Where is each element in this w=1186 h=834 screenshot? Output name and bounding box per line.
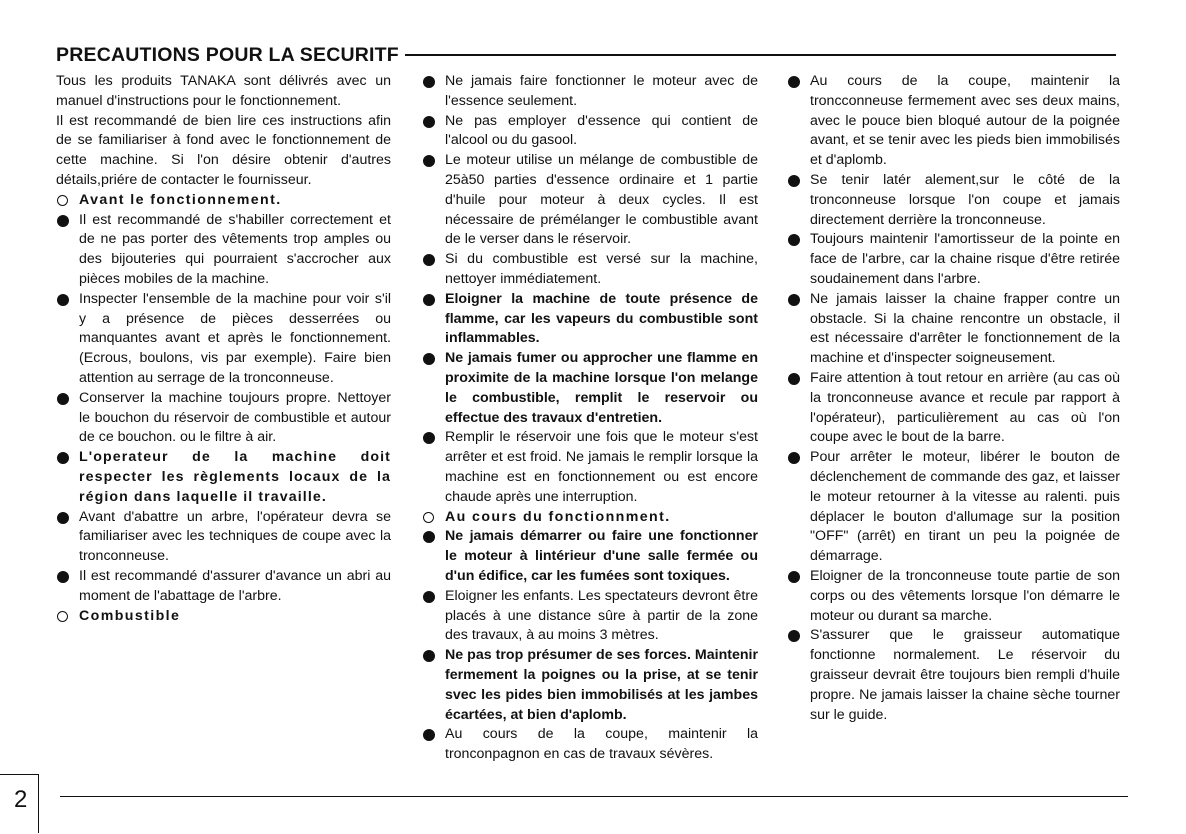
bullet-list bbox=[422, 72, 758, 508]
intro-paragraph-2: Il est recommandé de bien lire ces instructions afin de se familiariser à fond avec le fonctionnement de cette machine. Si l'on désire obtenir d'autres détails,priére de contacter le fournisseur. bbox=[56, 112, 391, 188]
list-item-text: Eloigner les enfants. Les spectateurs devront être placés à une distance sûre à partir de la zone des travaux, à au moins 3 mètres. bbox=[445, 587, 758, 644]
list-item bbox=[422, 112, 758, 152]
list-item bbox=[422, 725, 758, 765]
section-heading-combustible bbox=[56, 607, 391, 627]
list-item bbox=[422, 290, 758, 349]
bullet-icon bbox=[57, 393, 69, 405]
list-item bbox=[56, 211, 391, 290]
section-heading-text: Avant le fonctionnement. bbox=[79, 191, 282, 208]
bullet-icon bbox=[423, 729, 435, 741]
list-item-text: S'assurer que le graisseur automatique fonctionne normalement. Le réservoir du graisseur devrait être toujours bien rempli d'huile propre. Ne jamais laisser la chaine sèche tourner sur le guide. bbox=[810, 627, 1120, 723]
list-item bbox=[787, 230, 1120, 289]
list-item-text: Ne jamais démarrer ou faire une fonctionner le moteur à lintérieur d'une salle fermée ou d'un édifice, car les fumées sont toxiques. bbox=[445, 528, 758, 584]
list-item bbox=[787, 448, 1120, 567]
bullet-list bbox=[787, 72, 1120, 725]
bullet-icon bbox=[788, 76, 800, 88]
bullet-icon bbox=[788, 373, 800, 385]
circle-bullet-icon bbox=[57, 611, 68, 622]
list-item bbox=[422, 428, 758, 507]
bullet-icon bbox=[423, 254, 435, 266]
list-item-text: L'operateur de la machine doit respecter les règlements locaux de la région dans laquelle il travaille. bbox=[79, 449, 391, 505]
section-heading-fonctionnement bbox=[422, 508, 758, 528]
list-item bbox=[422, 151, 758, 250]
list-item-text: Ne pas trop présumer de ses forces. Maintenir fermement la poignes ou la prise, at se tenir svec les pides bien immobilisés at les jambes écartées, at bien d'aplomb. bbox=[445, 647, 758, 723]
list-item-text: Toujours maintenir l'amortisseur de la pointe en face de l'arbre, car la chaine risque d'être retirée soudainement dans l'arbre. bbox=[810, 231, 1120, 287]
bullet-icon bbox=[788, 294, 800, 306]
bullet-icon bbox=[57, 571, 69, 583]
bullet-icon bbox=[423, 650, 435, 662]
list-item-text: Au cours de la coupe, maintenir la tronconpagnon en cas de travaux sévères. bbox=[445, 726, 758, 763]
list-item bbox=[422, 527, 758, 586]
section-heading-text: Au cours du fonctionnment. bbox=[445, 508, 671, 525]
circle-bullet-icon bbox=[423, 512, 434, 523]
list-item bbox=[422, 349, 758, 428]
list-item bbox=[56, 389, 391, 448]
page-title: PRECAUTIONS POUR LA SECURITF bbox=[56, 43, 399, 66]
bullet-icon bbox=[423, 116, 435, 128]
list-item-text: Si du combustible est versé sur la machine, nettoyer immédiatement. bbox=[445, 251, 758, 287]
bullet-icon bbox=[788, 630, 800, 642]
list-item-text: Au cours de la coupe, maintenir la troncconneuse fermement avec ses deux mains, avec le pouce bien bloqué autour de la poignée avant, et se tenir avec les pieds bien immobilisés et d'aplomb. bbox=[810, 73, 1120, 169]
bullet-icon bbox=[423, 353, 435, 365]
bullet-list bbox=[56, 211, 391, 607]
bullet-icon bbox=[788, 234, 800, 246]
bullet-icon bbox=[57, 294, 69, 306]
list-item-text: Faire attention à tout retour en arrière (au cas où la tronconneuse avance et recule par rapport à l'opérateur), particulièrement au cas où l'on coupe avec le bout de la barre. bbox=[810, 369, 1120, 446]
list-item bbox=[787, 171, 1120, 230]
column-1 bbox=[56, 72, 391, 626]
bullet-icon bbox=[57, 215, 69, 227]
list-item bbox=[56, 567, 391, 607]
bullet-icon bbox=[423, 76, 435, 88]
list-item-text: Pour arrêter le moteur, libérer le bouton de déclenchement de commande des gaz, et laisser le moteur retourner à la vitesse au ralenti. puis déplacer le bouton d'allumage sur la position "OFF" (arrêt) en tirant un peu la poignée de démarrage. bbox=[810, 449, 1120, 565]
intro-paragraph-1: Tous les produits TANAKA sont délivrés avec un manuel d'instructions pour le fonctionnement. bbox=[56, 73, 391, 109]
list-item-text: Eloigner de la tronconneuse toute partie de son corps ou des vêtements lorsque l'on démarre le moteur ou durant sa marche. bbox=[810, 567, 1120, 624]
list-item-text: Ne jamais faire fonctionner le moteur avec de l'essence seulement. bbox=[445, 73, 758, 109]
list-item-text: Conserver la machine toujours propre. Nettoyer le bouchon du réservoir de combustible et autour de ce bouchon. ou le filtre à air. bbox=[79, 389, 391, 446]
list-item-text: Il est recommandé d'assurer d'avance un abri au moment de l'abattage de l'arbre. bbox=[79, 567, 391, 604]
section-heading-avant bbox=[56, 191, 391, 211]
section-heading-text: Combustible bbox=[79, 607, 181, 624]
list-item-text: Ne jamais laisser la chaine frapper contre un obstacle. Si la chaine rencontre un obstacle, il est nécessaire d'arrêter le fonctionnement de la machine et d'inspecter soigneusement. bbox=[810, 290, 1120, 367]
list-item bbox=[422, 646, 758, 725]
bullet-icon bbox=[57, 512, 69, 524]
list-item bbox=[422, 587, 758, 646]
bullet-icon bbox=[423, 591, 435, 603]
circle-bullet-icon bbox=[57, 195, 68, 206]
page-number: 2 bbox=[14, 786, 28, 813]
bullet-list bbox=[422, 527, 758, 765]
list-item-text: Inspecter l'ensemble de la machine pour voir s'il y a présence de pièces desserrées ou manquantes avant et après le fonctionnement. (Ecrous, boulons, vis par exemple). Faire bien attention au serrage de la tronconneuse. bbox=[79, 290, 391, 386]
list-item bbox=[56, 508, 391, 567]
list-item-text: Ne pas employer d'essence qui contient de l'alcool ou du gasool. bbox=[445, 112, 758, 149]
list-item bbox=[787, 369, 1120, 448]
list-item bbox=[787, 290, 1120, 369]
list-item-text: Se tenir latér alement,sur le côté de la tronconneuse lorsque l'on coupe et jamais directement derrière la tronconneuse. bbox=[810, 171, 1120, 228]
page-header bbox=[56, 42, 1116, 68]
list-item bbox=[787, 567, 1120, 626]
bullet-icon bbox=[423, 155, 435, 167]
list-item-text: Ne jamais fumer ou approcher une flamme en proximite de la machine lorsque l'on melange le combustible, remplit le reservoir ou effectue des travaux d'entretien. bbox=[445, 350, 758, 426]
bullet-icon bbox=[423, 531, 435, 543]
bullet-icon bbox=[423, 432, 435, 444]
list-item bbox=[787, 626, 1120, 725]
footer-rule bbox=[60, 796, 1128, 797]
bullet-icon bbox=[423, 294, 435, 306]
list-item-text: Il est recommandé de s'habiller correctement et de ne pas porter des vêtements trop amples ou des bijouteries qui pourraient s'accrocher aux pièces mobiles de la machine. bbox=[79, 211, 391, 287]
bullet-icon bbox=[788, 571, 800, 583]
list-item-text: Avant d'abattre un arbre, l'opérateur devra se familiariser avec les techniques de coupe avec la tronconneuse. bbox=[79, 508, 391, 565]
list-item bbox=[56, 290, 391, 389]
list-item-text: Le moteur utilise un mélange de combustible de 25à50 parties d'essence ordinaire et 1 partie d'huile pour moteur à deux cycles. Il est nécessaire de prémélanger le combustible avant de le verser dans le réservoir. bbox=[445, 152, 758, 248]
list-item bbox=[422, 250, 758, 290]
column-2 bbox=[422, 72, 758, 765]
bullet-icon bbox=[57, 452, 69, 464]
list-item bbox=[787, 72, 1120, 171]
column-3 bbox=[787, 72, 1120, 725]
list-item-text: Eloigner la machine de toute présence de flamme, car les vapeurs du combustible sont inflammables. bbox=[445, 290, 758, 347]
bullet-icon bbox=[788, 175, 800, 187]
bullet-icon bbox=[788, 452, 800, 464]
list-item-text: Remplir le réservoir une fois que le moteur s'est arrêter et est froid. Ne jamais le remplir lorsque la machine est en fonctionnement ou est encore chaude après une interruption. bbox=[445, 429, 758, 505]
list-item bbox=[422, 72, 758, 112]
list-item bbox=[56, 448, 391, 507]
header-rule bbox=[405, 54, 1116, 56]
